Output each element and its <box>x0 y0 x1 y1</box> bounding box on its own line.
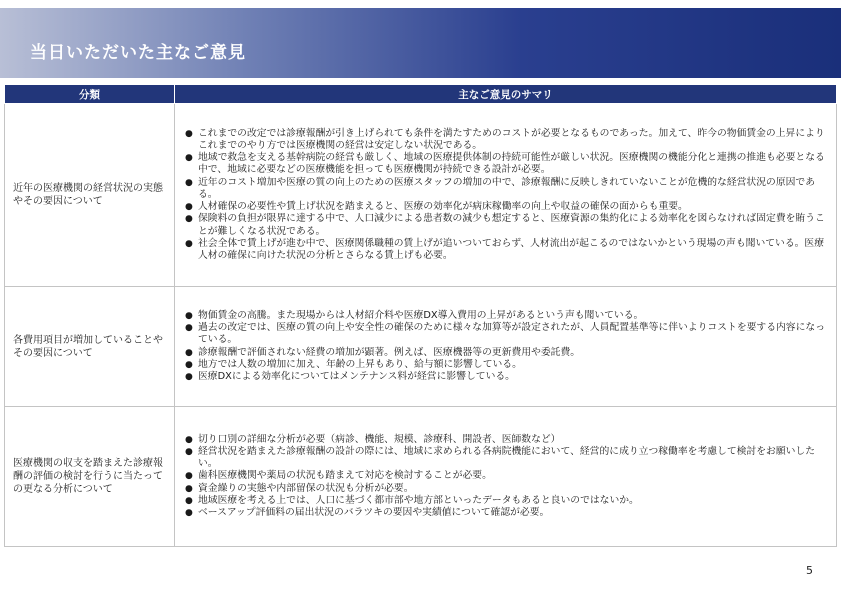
header-category: 分類 <box>5 85 175 104</box>
list-item: ● 地方では人数の増加に加え、年齢の上昇もあり、給与額に影響している。 <box>185 359 828 371</box>
row-summary <box>175 287 837 407</box>
row-category: 各費用項目が増加していることやその要因について <box>5 287 175 407</box>
list-item: ● 保険料の負担が限界に達する中で、人口減少による患者数の減少も想定すると、医療資源の集約化による効率化を図らなければ固定費を賄うことが難しくなる状況である。 <box>185 213 828 237</box>
list-item: ● 医療DXによる効率化についてはメンテナンス料が経営に影響している。 <box>185 371 828 383</box>
summary-list <box>185 434 828 519</box>
table-row <box>5 407 837 547</box>
summary-list <box>185 310 828 383</box>
list-item: ● 物価賃金の高騰。また現場からは人材紹介料や医療DX導入費用の上昇があるという声も聞いている。 <box>185 310 828 322</box>
list-item: ● 過去の改定では、医療の質の向上や安全性の確保のために様々な加算等が設定されたが、人員配置基準等に伴いよりコストを要する内容になっている。 <box>185 322 828 346</box>
header-summary: 主なご意見のサマリ <box>175 85 837 104</box>
list-item: ● ベースアップ評価料の届出状況のバラツキの要因や実績値について確認が必要。 <box>185 507 828 519</box>
list-item: ● 人材確保の必要性や賃上げ状況を踏まえると、医療の効率化が病床稼働率の向上や収益の確保の面からも重要。 <box>185 201 828 213</box>
summary-list <box>185 128 828 262</box>
table-row <box>5 104 837 287</box>
slide-title: 当日いただいた主なご意見 <box>30 43 246 63</box>
row-summary <box>175 104 837 287</box>
list-item: ● 歯科医療機関や薬局の状況も踏まえて対応を検討することが必要。 <box>185 470 828 482</box>
list-item: ● 地域医療を考える上では、人口に基づく都市部や地方部といったデータもあると良いのではないか。 <box>185 495 828 507</box>
list-item: ● 切り口別の詳細な分析が必要（病診、機能、規模、診療科、開設者、医師数など） <box>185 434 828 446</box>
opinion-summary-table <box>4 84 837 547</box>
row-category: 医療機関の収支を踏まえた診療報酬の評価の検討を行うに当たっての更なる分析について <box>5 407 175 547</box>
list-item: ● 経営状況を踏まえた診療報酬の設計の際には、地域に求められる各病院機能において、経営的に成り立つ稼働率を考慮して検討をお願いしたい。 <box>185 446 828 470</box>
table-header-row <box>5 85 837 104</box>
list-item: ● これまでの改定では診療報酬が引き上げられても条件を満たすためのコストが必要となるものであった。加えて、昨今の物価賃金の上昇によりこれまでのやり方では医療機関の経営は安定しない状況である。 <box>185 128 828 152</box>
list-item: ● 社会全体で賃上げが進む中で、医療関係職種の賃上げが追いついておらず、人材流出が起こるのではないかという現場の声も聞いている。医療人材の確保に向けた状況の分析とさらなる賃上げも必要。 <box>185 238 828 262</box>
row-category: 近年の医療機関の経営状況の実態やその要因について <box>5 104 175 287</box>
table-row <box>5 287 837 407</box>
list-item: ● 近年のコスト増加や医療の質の向上のための医療スタッフの増加の中で、診療報酬に反映しきれていないことが危機的な経営状況の原因である。 <box>185 177 828 201</box>
list-item: ● 資金繰りの実態や内部留保の状況も分析が必要。 <box>185 483 828 495</box>
row-summary <box>175 407 837 547</box>
list-item: ● 診療報酬で評価されない経費の増加が顕著。例えば、医療機器等の更新費用や委託費。 <box>185 347 828 359</box>
page-number: 5 <box>806 564 813 577</box>
list-item: ● 地域で救急を支える基幹病院の経営も厳しく、地域の医療提供体制の持続可能性が厳しい状況。医療機関の機能分化と連携の推進も必要となる中で、地域に必要などの医療機能を担っても医療機関が持続できる設計が必要。 <box>185 152 828 176</box>
